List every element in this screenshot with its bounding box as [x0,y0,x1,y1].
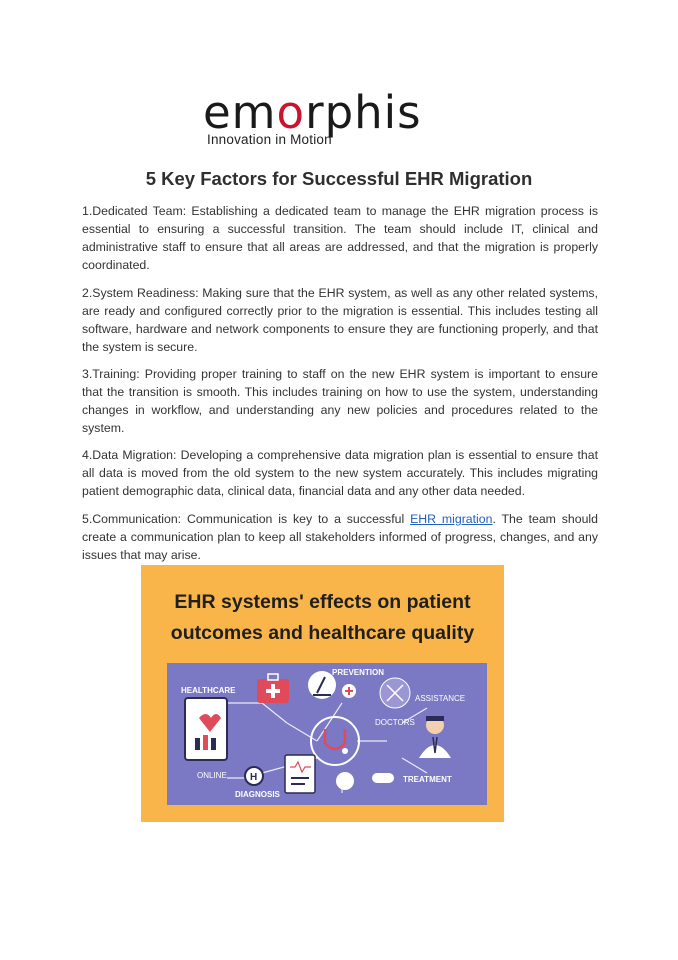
paragraph-data-migration: 4.Data Migration: Developing a comprehensive data migration plan is essential to ensure that all data is moved from the old system to the new system accurately. This includes migrating patient demographic data, clinical data, financial data and any other data needed. [82,448,598,499]
pill-icon [372,773,394,783]
infographic-panel [167,663,487,805]
logo-tagline: Innovation in Motion [207,132,332,147]
tablet-icon [185,698,227,760]
company-logo [203,88,463,150]
clipboard-icon [285,755,315,793]
label-diagnosis: DIAGNOSIS [235,790,280,799]
infographic-image [141,565,504,822]
label-doctors: DOCTORS [375,718,415,727]
paragraph-system-readiness: 2.System Readiness: Making sure that the EHR system, as well as any other related systems, are ready and configured correctly prior to the migration is essential. This includes testing all software, hardware and network components to ensure they are functioning properly, and that the system is secure. [82,286,598,355]
stethoscope-icon [311,717,359,765]
paragraph-dedicated-team: 1.Dedicated Team: Establishing a dedicated team to manage the EHR migration process is essential to ensuring a successful transition. The team should include IT, clinical and administrative staff to ensure that all areas are addressed, and that the migration is properly coordinated. [82,204,598,273]
heart-icon [336,772,354,790]
medical-kit-icon [257,674,289,703]
svg-text:H: H [250,772,258,783]
label-assistance: ASSISTANCE [415,694,466,703]
healthcare-illustration [167,663,487,805]
page-title: 5 Key Factors for Successful EHR Migration [145,168,533,189]
doctor-icon [419,716,451,758]
label-healthcare: HEALTHCARE [181,686,236,695]
logo-wordmark: emorphis [203,86,422,139]
label-online: ONLINE [197,771,227,780]
label-treatment: TREATMENT [403,775,452,784]
paragraph-communication: 5.Communication: Communication is key to a successful EHR migration. The team should create a communication plan to keep all stakeholders informed of progress, changes, and any issues that may arise. [82,512,598,563]
infographic-title: EHR systems' effects on patient outcomes and healthcare quality [170,591,475,644]
ehr-migration-link[interactable]: EHR migration [410,512,493,526]
paragraph-training: 3.Training: Providing proper training to staff on the new EHR system is important to ensure that the transition is smooth. This includes training on how to use the system, understanding changes in workflow, and understanding any new policies and procedures related to the system. [82,367,598,436]
label-prevention: PREVENTION [332,668,385,677]
